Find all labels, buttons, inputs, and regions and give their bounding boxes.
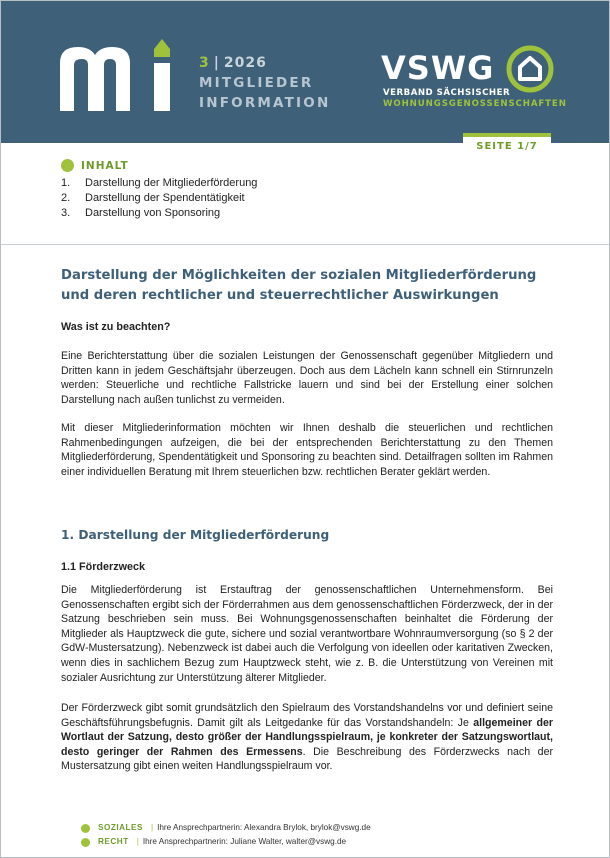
contact-row xyxy=(81,821,371,835)
title-line-2: INFORMATION xyxy=(199,95,331,111)
org-line-1: VERBAND SÄCHSISCHER xyxy=(383,88,511,98)
toc-item-text: Darstellung der Spendentätigkeit xyxy=(85,192,245,204)
issue-year: 2026 xyxy=(223,55,267,71)
paragraph-leitgedanke xyxy=(61,701,553,774)
toc-heading-text: INHALT xyxy=(81,159,129,172)
paragraph-purpose: Mit dieser Mitgliederinformation möchten wir Ihnen deshalb die steuerlichen und rechtlichen Rahmenbedingungen aufzeigen, die bei der entsprechenden Berichterstattung zu den Themen Mitgliederförderung, Spendentätigkeit und Sponsoring zu beachten sind. Detailfragen sollten im Rahmen einer individuellen Beratung mit Ihrem steuerlichen bzw. rechtlichen Berater geklärt werden. xyxy=(61,422,553,478)
paragraph-foerderzweck: Die Mitgliederförderung ist Erstauftrag der genossenschaftlichen Unternehmensform. Bei Genossenschaften ergibt sich der Förderrahmen aus dem genossenschaftlichen Förderzweck, der in der Satzung beschrieben sein muss. Bei Wohnungsgenossenschaften beinhaltet die Förderung der Mitglieder als Hauptzweck die gute, sichere und sozial verantwortbare Wohnraumversorgung (so § 2 der GdW-Mustersatzung). Nebenzweck ist dabei auch die Verfolgung von ideellen oder karitativen Zwecken, wenn dies in sachlichem Bezug zum Hauptzweck steht, wie z. B. die Unterstützung von Vereinen mit sozialer Ausrichtung zur Unterstützung älterer Mitglieder. xyxy=(61,584,553,684)
toc-item[interactable] xyxy=(61,176,581,191)
house-icon xyxy=(506,45,554,93)
org-line-2: WOHNUNGSGENOSSENSCHAFTEN xyxy=(383,99,567,109)
toc-item[interactable] xyxy=(61,206,581,221)
issue-number: 3 | 2026 xyxy=(199,55,267,71)
text-run: . Die Beschreibung des Förderzwecks nach der Mustersatzung gibt einen weiten Handlungsspielraum vor. xyxy=(61,745,553,773)
separator: | xyxy=(150,823,154,832)
toc-item-text: Darstellung von Sponsoring xyxy=(85,207,221,219)
page-indicator: SEITE 1/7 xyxy=(463,133,551,159)
divider xyxy=(1,244,609,245)
title-line-1: MITGLIEDER xyxy=(199,75,314,91)
toc-item-num: 1. xyxy=(61,177,71,189)
issue-num: 3 xyxy=(199,55,210,71)
section-heading: 1. Darstellung der Mitgliederförderung xyxy=(61,528,330,542)
article-subtitle: Was ist zu beachten? xyxy=(61,321,171,333)
article-title: Darstellung der Möglichkeiten der sozialen Mitgliederförderung und deren rechtlicher und steuerrechtlicher Auswirkungen xyxy=(61,268,537,303)
toc-item-num: 3. xyxy=(61,207,71,219)
contact-row xyxy=(81,835,371,849)
contact-label: RECHT xyxy=(98,837,129,846)
separator: | xyxy=(136,837,139,846)
toc-heading xyxy=(61,159,581,172)
contact-text[interactable]: Ihre Ansprechpartnerin: Alexandra Brylok, brylok@vswg.de xyxy=(157,823,371,832)
org-logo-text: VSWG xyxy=(381,49,495,87)
bold-text-run: allgemeiner der Wortlaut der Satzung, desto größer der Handlungsspielraum, je konkreter der Satzungswortlaut, desto geringer der Rahmen des Ermessens xyxy=(61,716,554,758)
contact-text[interactable]: Ihre Ansprechpartnerin: Juliane Walter, walter@vswg.de xyxy=(142,837,347,846)
contact-label: SOZIALES xyxy=(98,823,143,832)
toc-item-text: Darstellung der Mitgliederförderung xyxy=(85,177,258,189)
people-icon xyxy=(61,159,74,172)
contact-icon xyxy=(81,838,90,847)
toc-item[interactable] xyxy=(61,191,581,206)
paragraph-intro: Eine Berichterstattung über die sozialen Leistungen der Genossenschaft gegenüber Mitgliedern und Dritten kann in jedem Geschäftsjahr überzeugen. Doch aus dem Lächeln kann schnell ein Stirnrunzeln werden: Steuerliche und rechtliche Fallstricke lauern und sind bei der Erstellung einer solchen Darstellung nach außen tunlichst zu vermeiden. xyxy=(61,350,553,406)
header-banner xyxy=(1,1,609,143)
subsection-heading: 1.1 Förderzweck xyxy=(61,561,146,573)
mi-logo xyxy=(58,35,183,113)
contact-icon xyxy=(81,824,90,833)
publication-title xyxy=(199,73,330,113)
text-run: Der Förderzweck gibt somit grundsätzlich den Spielraum des Vorstandshandelns vor und definiert seine Geschäftsführungsbefugnis. Damit gilt als Leitgedanke für das Vorstandshandeln: Je xyxy=(61,702,553,729)
contacts-footer xyxy=(81,821,371,849)
table-of-contents xyxy=(61,159,581,221)
toc-list xyxy=(61,176,581,221)
toc-item-num: 2. xyxy=(61,192,71,204)
